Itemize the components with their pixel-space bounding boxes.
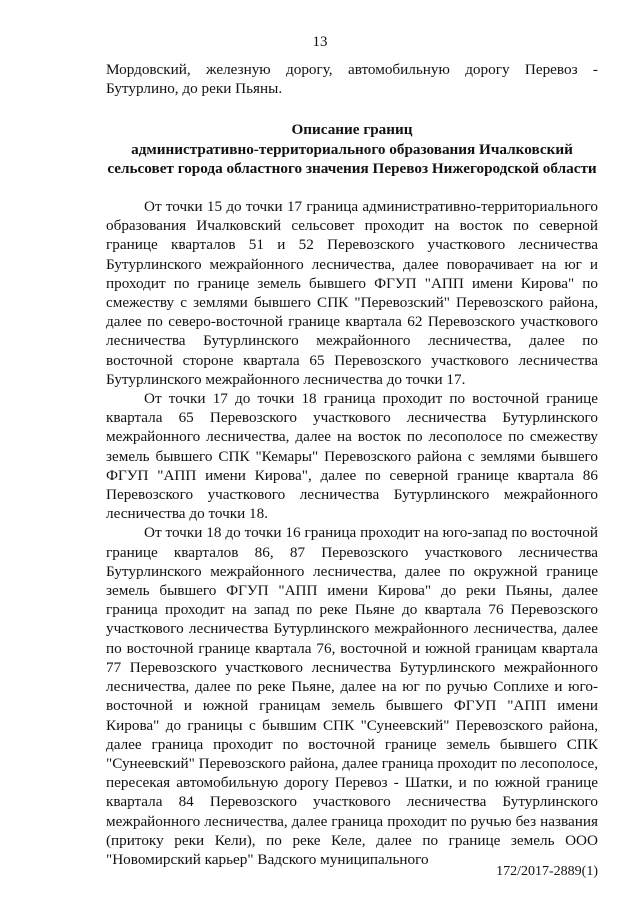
heading-title: Описание границ [291,121,413,139]
continuation-paragraph: Мордовский, железную дорогу, автомобильную дорогу Перевоз - Бутурлино, до реки Пьяны. [106,61,598,98]
boundary-paragraph-1: От точки 15 до точки 17 граница административно-территориального образования Ичалковский сельсовет проходит на восток по северной границе кварталов 51 и 52 Перевозского участкового лесничества Бутурлинского межрайонного лесничества, далее поворачивает на юг и проходит по границе земель бывшего ФГУП "АПП имени Кирова" по смежеству с землями бывшего СПК "Перевозский" Перевозского района, далее по северо-восточной границе квартала 62 Перевозского участкового лесничества Бутурлинского межрайонного лесничества, далее по восточной стороне квартала 65 Перевозского участкового лесничества Бутурлинского межрайонного лесничества до точки 17. [106,198,598,388]
heading-subtitle: административно-территориального образования Ичалковский сельсовет города областного значения Перевоз Нижегородской области [107,140,597,177]
page-number: 13 [312,34,328,50]
boundary-paragraph-2: От точки 17 до точки 18 граница проходит по восточной границе квартала 65 Перевозского участкового лесничества Бутурлинского межрайонного лесничества, далее на восток по лесополосе по смежеству земель бывшего СПК "Кемары" Перевозского района с землями бывшего ФГУП "АПП имени Кирова", далее по северной границе квартала 86 Перевозского участкового лесничества Бутурлинского межрайонного лесничества до точки 18. [106,390,598,523]
document-code: 172/2017-2889(1) [496,864,598,879]
boundary-paragraph-3: От точки 18 до точки 16 граница проходит на юго-запад по восточной границе кварталов 86, 87 Перевозского участкового лесничества Бутурлинского межрайонного лесничества, далее по окружной границе земель бывшего ФГУП "АПП имени Кирова" до реки Пьяны, далее граница проходит на запад по реке Пьяне до квартала 76 Перевозского участкового лесничества Бутурлинского межрайонного лесничества, далее по восточной границе квартала 76, восточной и южной границам квартала 77 Перевозского участкового лесничества Бутурлинского межрайонного лесничества, далее по реке Пьяне, далее на юг по ручью Соплихе и юго-восточной и южной границам земель бывшего ФГУП "АПП имени Кирова" до границы с бывшим СПК "Сунеевский" Перевозского района, далее граница проходит по восточной границе земель бывшего СПК "Сунеевский" Перевозского района, далее граница проходит по лесополосе, пересекая автомобильную дорогу Перевоз - Шатки, и по южной границе квартала 84 Перевозского участкового лесничества Бутурлинского межрайонного лесничества, далее граница проходит по ручью без названия (притоку реки Кели), по реке Келе, далее по границе земель ООО "Новомирский карьер" Вадского муниципального [106,524,598,868]
section-heading [106,120,598,178]
document-body [106,60,598,869]
